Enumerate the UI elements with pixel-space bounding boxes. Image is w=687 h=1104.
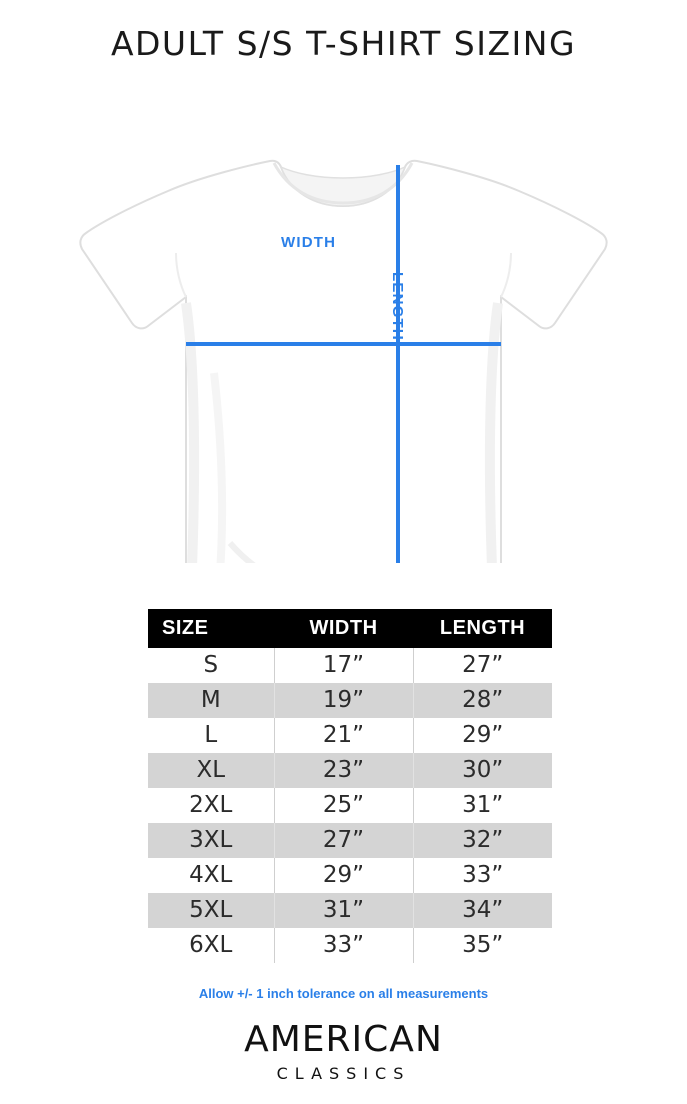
- cell-size: 6XL: [148, 928, 274, 963]
- cell-length: 27”: [413, 648, 552, 683]
- cell-size: 4XL: [148, 858, 274, 893]
- cell-length: 32”: [413, 823, 552, 858]
- table-row: [148, 928, 552, 963]
- cell-size: S: [148, 648, 274, 683]
- tolerance-note: Allow +/- 1 inch tolerance on all measurements: [198, 986, 489, 1001]
- brand-name: AMERICAN: [244, 1019, 443, 1060]
- cell-width: 25”: [274, 788, 413, 823]
- cell-size: M: [148, 683, 274, 718]
- brand-logo: [0, 1019, 687, 1083]
- width-label: WIDTH: [281, 234, 337, 251]
- length-label: LENGTH: [389, 272, 406, 341]
- cell-length: 33”: [413, 858, 552, 893]
- cell-length: 35”: [413, 928, 552, 963]
- cell-size: 5XL: [148, 893, 274, 928]
- table-row: [148, 858, 552, 893]
- table-row: [148, 753, 552, 788]
- page-title: ADULT S/S T-SHIRT SIZING: [110, 24, 577, 63]
- cell-width: 23”: [274, 753, 413, 788]
- table-row: [148, 648, 552, 683]
- cell-width: 27”: [274, 823, 413, 858]
- brand-tagline: CLASSICS: [276, 1064, 411, 1083]
- cell-size: XL: [148, 753, 274, 788]
- table-header-row: [148, 609, 552, 648]
- cell-size: L: [148, 718, 274, 753]
- cell-length: 34”: [413, 893, 552, 928]
- tshirt-diagram: [0, 73, 687, 563]
- header-width: WIDTH: [274, 609, 413, 648]
- table-row: [148, 788, 552, 823]
- tshirt-illustration: [0, 73, 687, 563]
- cell-width: 17”: [274, 648, 413, 683]
- table-row: [148, 718, 552, 753]
- table-row: [148, 683, 552, 718]
- cell-width: 29”: [274, 858, 413, 893]
- cell-width: 21”: [274, 718, 413, 753]
- cell-width: 33”: [274, 928, 413, 963]
- header-size: SIZE: [148, 609, 274, 648]
- cell-length: 28”: [413, 683, 552, 718]
- size-chart-page: [0, 24, 687, 1104]
- cell-width: 31”: [274, 893, 413, 928]
- size-table: [148, 609, 552, 963]
- cell-width: 19”: [274, 683, 413, 718]
- header-length: LENGTH: [413, 609, 552, 648]
- cell-length: 29”: [413, 718, 552, 753]
- cell-size: 3XL: [148, 823, 274, 858]
- table-row: [148, 823, 552, 858]
- cell-length: 30”: [413, 753, 552, 788]
- table-row: [148, 893, 552, 928]
- size-table-container: [148, 609, 538, 963]
- cell-size: 2XL: [148, 788, 274, 823]
- cell-length: 31”: [413, 788, 552, 823]
